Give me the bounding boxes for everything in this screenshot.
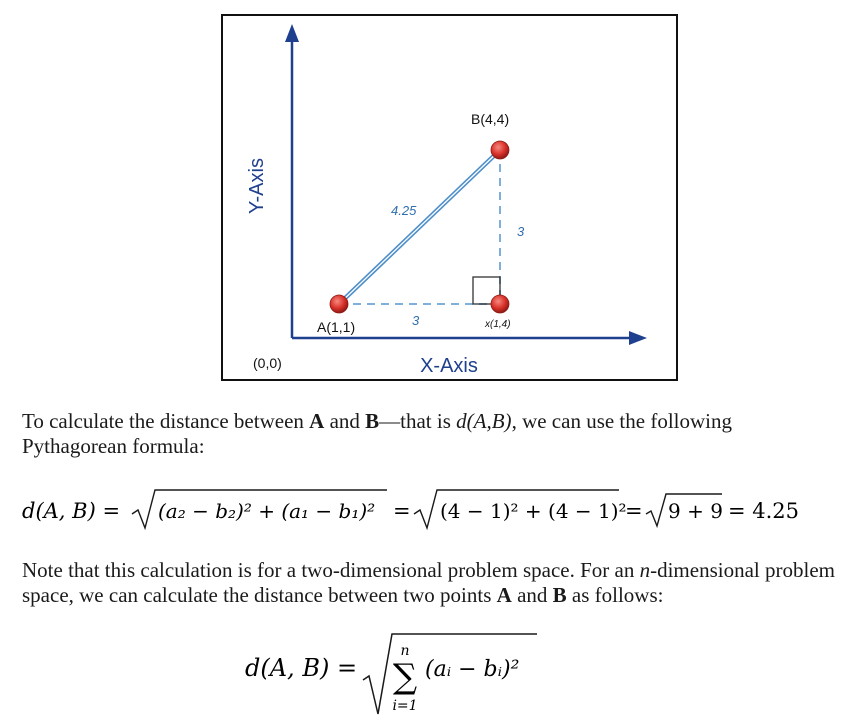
hypotenuse-inner [339,150,500,304]
eq2-summand: (aᵢ − bᵢ)² [425,657,520,682]
eq1-term1: (a₂ − b₂)² + (a₁ − b₁)² [158,499,376,523]
eq1-term2: (4 − 1)² + (4 − 1)² [440,499,627,523]
para2-text: as follows: [566,583,664,607]
para2-bold-a: A [496,583,512,607]
equation2-canvas [245,630,545,720]
eq2-upper-bound: n [400,643,410,659]
vertical-leg-label: 3 [517,224,525,239]
eq1-equals: = [625,499,643,523]
horizontal-leg-label: 3 [412,313,420,328]
distance-diagram [221,14,678,381]
eq2-lhs: d(A, B) = [245,654,358,682]
para2-text: Note that this calculation is for a two-dimensional problem space. For an [22,558,640,582]
para1-text: To calculate the distance between [22,409,310,433]
eq1-term3: 9 + 9 [668,499,723,523]
y-axis-label: Y-Axis [246,158,268,214]
para1-text: —that is [379,409,457,433]
eq2-lower-bound: i=1 [392,698,418,714]
y-axis-arrow [285,24,299,42]
para1-text: , we can use the following Pythagorean formula: [22,409,733,458]
x-axis-arrow [629,331,647,345]
point-b [491,141,509,159]
pythagorean-equation [22,486,822,534]
point-a [330,295,348,313]
para2-italic-n: n [639,558,651,582]
eq1-lhs: d(A, B) = [22,499,121,523]
euclidean-n-dim-equation [245,630,545,720]
equation1-canvas [22,486,822,534]
para2-text: -dimensional problem space, we can calculate the distance between two points [22,558,835,607]
origin-label: (0,0) [253,355,282,371]
eq1-result: = 4.25 [728,499,800,523]
para1-italic-dab: d(A,B) [456,409,512,433]
point-x [491,295,509,313]
diagram-canvas [223,16,676,379]
point-a-label: A(1,1) [317,319,356,335]
eq1-equals: = [393,499,411,523]
paragraph-pythagorean-intro [22,409,842,459]
point-b-label: B(4,4) [471,111,510,127]
para2-text: and [511,583,553,607]
para2-bold-b: B [552,583,567,607]
eq2-sigma: ∑ [392,657,418,697]
para1-bold-a: A [309,409,325,433]
x-axis-label: X-Axis [420,355,478,377]
point-x-label: x(1,4) [485,319,511,330]
para1-bold-b: B [365,409,380,433]
paragraph-n-dimensional [22,558,852,608]
para1-text: and [324,409,366,433]
hypotenuse-label: 4.25 [391,203,417,218]
